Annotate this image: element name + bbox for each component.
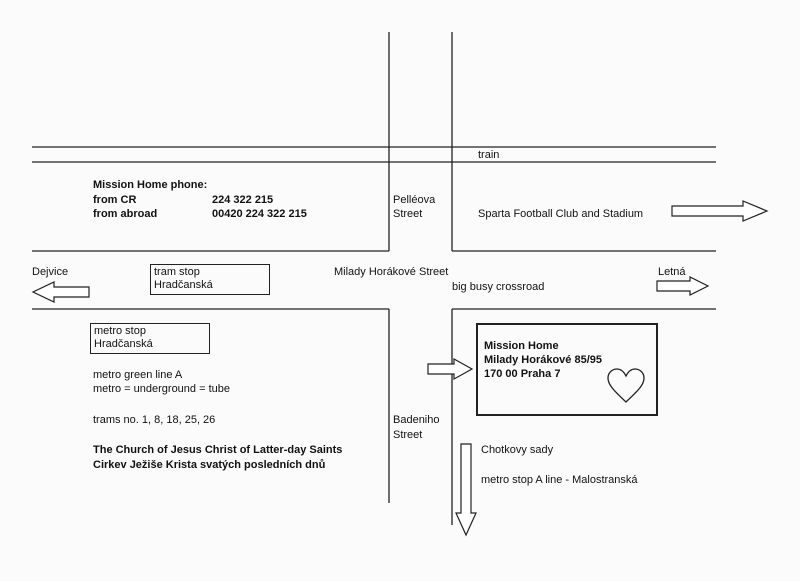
- chotkovy-sady-label: Chotkovy sady: [481, 444, 554, 456]
- crossroad-label: big busy crossroad: [452, 281, 545, 293]
- arrow-east-letna: [657, 277, 708, 295]
- mission-home-title: Mission Home: [484, 340, 559, 352]
- metro-info-line2: metro = underground = tube: [93, 383, 230, 395]
- pelleova-street-label-1: Pelléova: [393, 194, 436, 206]
- phone-from-abroad-label: from abroad: [93, 208, 158, 220]
- phone-from-cr-label: from CR: [93, 194, 137, 206]
- metro-stop-line1: metro stop: [94, 325, 146, 337]
- pelleova-street-label-2: Street: [393, 208, 423, 220]
- train-label: train: [478, 149, 500, 161]
- mission-home-street: Milady Horákové 85/95: [484, 354, 603, 366]
- badeniho-street-label-2: Street: [393, 429, 423, 441]
- milady-horakove-street-label: Milady Horákové Street: [334, 266, 449, 278]
- metro-a-line-label: metro stop A line - Malostranská: [481, 474, 638, 486]
- metro-stop-line2: Hradčanská: [94, 338, 153, 350]
- arrow-into-mission-home: [428, 359, 472, 379]
- trams-label: trams no. 1, 8, 18, 25, 26: [93, 414, 216, 426]
- letna-label: Letná: [658, 266, 686, 278]
- metro-stop-box: [90, 323, 210, 354]
- phone-from-cr-number: 224 322 215: [212, 194, 274, 206]
- phone-from-abroad-number: 00420 224 322 215: [212, 208, 307, 220]
- arrow-west-dejvice: [33, 282, 89, 302]
- metro-info-line1: metro green line A: [93, 369, 183, 381]
- arrow-south-chotkovy: [456, 444, 476, 535]
- badeniho-street-label-1: Badeniho: [393, 414, 440, 426]
- church-name-en: The Church of Jesus Christ of Latter-day Saints: [93, 444, 343, 456]
- tram-stop-line1: tram stop: [154, 266, 200, 278]
- heart-icon: [606, 367, 646, 405]
- mission-home-city: 170 00 Praha 7: [484, 368, 561, 380]
- tram-stop-box: [150, 264, 270, 295]
- tram-stop-line2: Hradčanská: [154, 279, 213, 291]
- mission-home-box: [476, 323, 658, 416]
- church-name-cz: Cirkev Ježiše Krista svatých posledních dnů: [93, 459, 326, 471]
- sparta-label: Sparta Football Club and Stadium: [478, 208, 644, 220]
- phone-title: Mission Home phone:: [93, 179, 208, 191]
- arrow-east-sparta: [672, 201, 767, 221]
- dejvice-label: Dejvice: [32, 266, 69, 278]
